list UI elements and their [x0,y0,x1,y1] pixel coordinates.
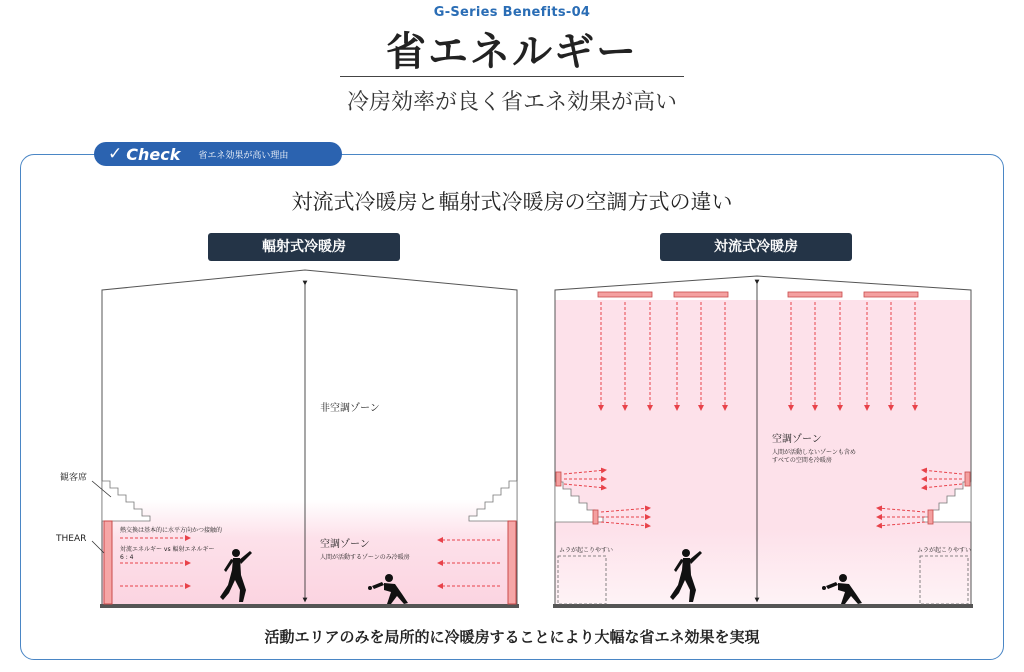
thear-panel-left [104,521,112,604]
check-icon: ✓ [108,144,123,164]
radiant-zone-note: 人間が活動するゾーンのみ冷暖房 [320,554,410,561]
check-word: Check [126,144,181,164]
diagram-title: 対流式冷暖房と輻射式冷暖房の空調方式の違い [291,190,733,214]
non-cooled-zone-label: 非空調ゾーン [320,403,380,414]
radiant-tag: 輻射式冷暖房 [208,233,400,261]
convection-tag: 対流式冷暖房 [660,233,852,261]
radiant-zone-label: 空調ゾーン [320,539,370,550]
thear-panel-right [508,521,516,604]
convection-zone-label: 空調ゾーン [772,434,822,445]
series-label: G-Series Benefits-04 [433,5,591,20]
radiant-ratio: 6 : 4 [120,554,134,561]
footer-conclusion: 活動エリアのみを局所的に冷暖房することにより大幅な省エネ効果を実現 [264,628,760,646]
thear-label: THEAR [56,534,87,544]
uneven-label-left: ムラが起こりやすい [559,547,614,554]
convection-zone-note-1: 人間が活動しないゾーンも含め [772,449,856,456]
radiant-note-2: 対流エネルギー vs 輻射エネルギー [120,546,215,553]
convection-building [553,276,973,608]
page-subtitle: 冷房効率が良く省エネ効果が高い [346,90,677,115]
radiant-cooled-zone [102,500,517,608]
convection-zone-note-2: すべての空間を冷暖房 [772,457,832,464]
seats-label: 観客席 [60,473,88,483]
radiant-building [100,270,519,608]
page-title: 省エネルギー [386,29,638,75]
check-note: 省エネ効果が高い理由 [198,150,289,161]
radiant-note-1: 熱交換は基本的に水平方向かつ接触的 [120,527,223,534]
convection-cooled-zone [555,300,971,605]
uneven-label-right: ムラが起こりやすい [917,547,972,554]
